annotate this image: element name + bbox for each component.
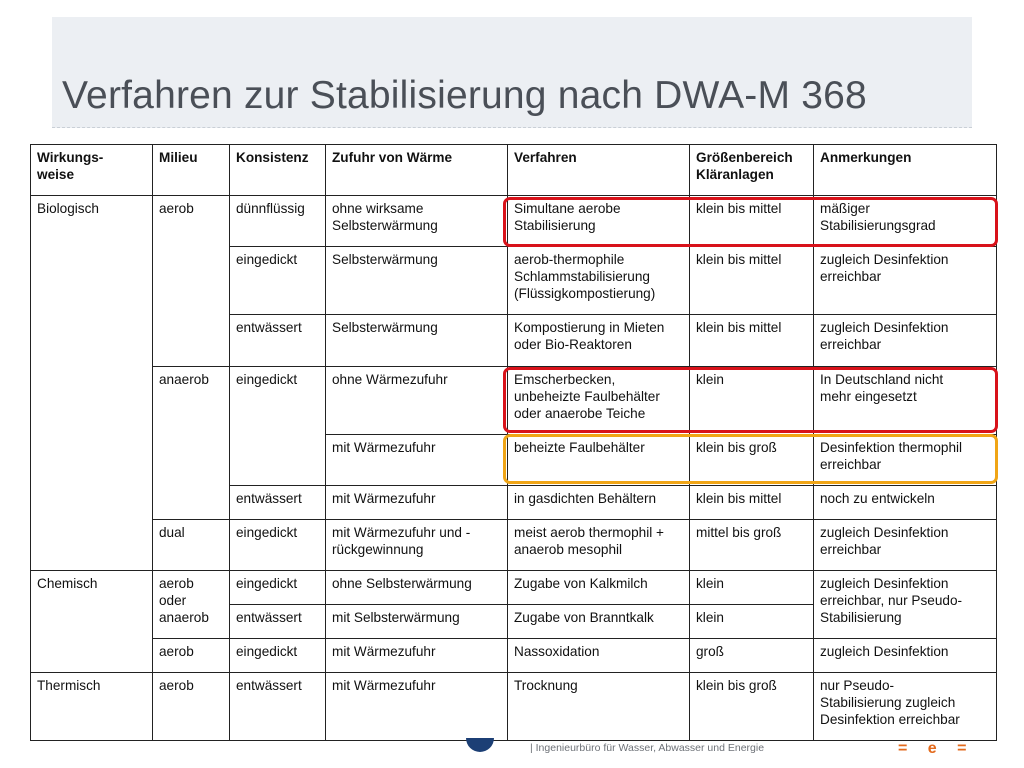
header-verfahren: Verfahren	[508, 145, 690, 196]
header-wirkungsweise: Wirkungs- weise	[31, 145, 153, 196]
cell-anmerkung: zugleich Desinfektion erreichbar	[814, 315, 997, 367]
cell-verfahren: Emscherbecken, unbeheizte Faulbehälter oder anaerobe Teiche	[508, 367, 690, 435]
cell-zufuhr: ohne wirksame Selbsterwärmung	[326, 196, 508, 247]
company-logo	[466, 738, 494, 752]
cell-verfahren: aerob-thermophile Schlammstabilisierung (Flüssigkompostierung)	[508, 247, 690, 315]
cell-zufuhr: mit Selbsterwärmung	[326, 605, 508, 639]
cell-zufuhr: mit Wärmezufuhr	[326, 673, 508, 741]
cell-groesse: klein bis mittel	[690, 315, 814, 367]
cell-verfahren: Simultane aerobe Stabilisierung	[508, 196, 690, 247]
cell-konsistenz: eingedickt	[230, 571, 326, 605]
cell-groesse: klein	[690, 571, 814, 605]
cell-anmerkung: mäßiger Stabilisierungsgrad	[814, 196, 997, 247]
cell-anmerkung: nur Pseudo- Stabilisierung zugleich Desinfektion erreichbar	[814, 673, 997, 741]
table-row	[31, 673, 997, 741]
cell-groesse: klein	[690, 367, 814, 435]
cell-milieu: aerob	[153, 639, 230, 673]
cell-zufuhr: Selbsterwärmung	[326, 247, 508, 315]
cell-groesse: klein bis groß	[690, 673, 814, 741]
cell-groesse: klein bis mittel	[690, 196, 814, 247]
table-row	[31, 196, 997, 247]
table-row	[31, 639, 997, 673]
cell-konsistenz: eingedickt	[230, 520, 326, 571]
cell-groesse: klein bis mittel	[690, 486, 814, 520]
cell-zufuhr: mit Wärmezufuhr	[326, 639, 508, 673]
cell-milieu: aerob oder anaerob	[153, 571, 230, 639]
table-row	[31, 367, 997, 435]
cell-verfahren: in gasdichten Behältern	[508, 486, 690, 520]
cell-konsistenz: entwässert	[230, 605, 326, 639]
cell-zufuhr: mit Wärmezufuhr	[326, 435, 508, 486]
cell-groesse: klein bis groß	[690, 435, 814, 486]
cell-verfahren: Kompostierung in Mieten oder Bio-Reaktoren	[508, 315, 690, 367]
cell-zufuhr: ohne Wärmezufuhr	[326, 367, 508, 435]
header-anmerkungen: Anmerkungen	[814, 145, 997, 196]
stabilization-table	[30, 144, 997, 741]
cell-milieu: aerob	[153, 196, 230, 367]
cell-anmerkung: Desinfektion thermophil erreichbar	[814, 435, 997, 486]
table-row	[31, 520, 997, 571]
cell-konsistenz: entwässert	[230, 315, 326, 367]
cell-groesse: klein	[690, 605, 814, 639]
cell-zufuhr: mit Wärmezufuhr und - rückgewinnung	[326, 520, 508, 571]
footer-brand-mark: = e =	[898, 740, 975, 757]
cell-anmerkung: zugleich Desinfektion erreichbar	[814, 247, 997, 315]
cell-konsistenz: entwässert	[230, 486, 326, 520]
cell-milieu: anaerob	[153, 367, 230, 520]
cell-verfahren: Nassoxidation	[508, 639, 690, 673]
cell-anmerkung: zugleich Desinfektion erreichbar, nur Pseudo- Stabilisierung	[814, 571, 997, 639]
cell-wirkungsweise: Thermisch	[31, 673, 153, 741]
cell-anmerkung: zugleich Desinfektion erreichbar	[814, 520, 997, 571]
cell-groesse: groß	[690, 639, 814, 673]
cell-konsistenz: eingedickt	[230, 367, 326, 486]
header-groessenbereich: Größenbereich Kläranlagen	[690, 145, 814, 196]
cell-verfahren: Trocknung	[508, 673, 690, 741]
cell-zufuhr: mit Wärmezufuhr	[326, 486, 508, 520]
cell-konsistenz: entwässert	[230, 673, 326, 741]
cell-konsistenz: eingedickt	[230, 247, 326, 315]
cell-anmerkung: In Deutschland nicht mehr eingesetzt	[814, 367, 997, 435]
cell-verfahren: Zugabe von Kalkmilch	[508, 571, 690, 605]
footer-company-text: | Ingenieurbüro für Wasser, Abwasser und Energie	[530, 742, 765, 754]
cell-zufuhr: ohne Selbsterwärmung	[326, 571, 508, 605]
slide-title: Verfahren zur Stabilisierung nach DWA-M 368	[62, 74, 867, 117]
cell-anmerkung: noch zu entwickeln	[814, 486, 997, 520]
cell-konsistenz: dünnflüssig	[230, 196, 326, 247]
cell-milieu: dual	[153, 520, 230, 571]
cell-milieu: aerob	[153, 673, 230, 741]
cell-groesse: klein bis mittel	[690, 247, 814, 315]
table-row	[31, 571, 997, 605]
header-konsistenz: Konsistenz	[230, 145, 326, 196]
table-header-row	[31, 145, 997, 196]
header-milieu: Milieu	[153, 145, 230, 196]
cell-anmerkung: zugleich Desinfektion	[814, 639, 997, 673]
cell-wirkungsweise: Chemisch	[31, 571, 153, 673]
cell-groesse: mittel bis groß	[690, 520, 814, 571]
cell-verfahren: meist aerob thermophil + anaerob mesophil	[508, 520, 690, 571]
header-zufuhr-waerme: Zufuhr von Wärme	[326, 145, 508, 196]
cell-verfahren: beheizte Faulbehälter	[508, 435, 690, 486]
cell-zufuhr: Selbsterwärmung	[326, 315, 508, 367]
cell-wirkungsweise: Biologisch	[31, 196, 153, 571]
cell-verfahren: Zugabe von Branntkalk	[508, 605, 690, 639]
cell-konsistenz: eingedickt	[230, 639, 326, 673]
